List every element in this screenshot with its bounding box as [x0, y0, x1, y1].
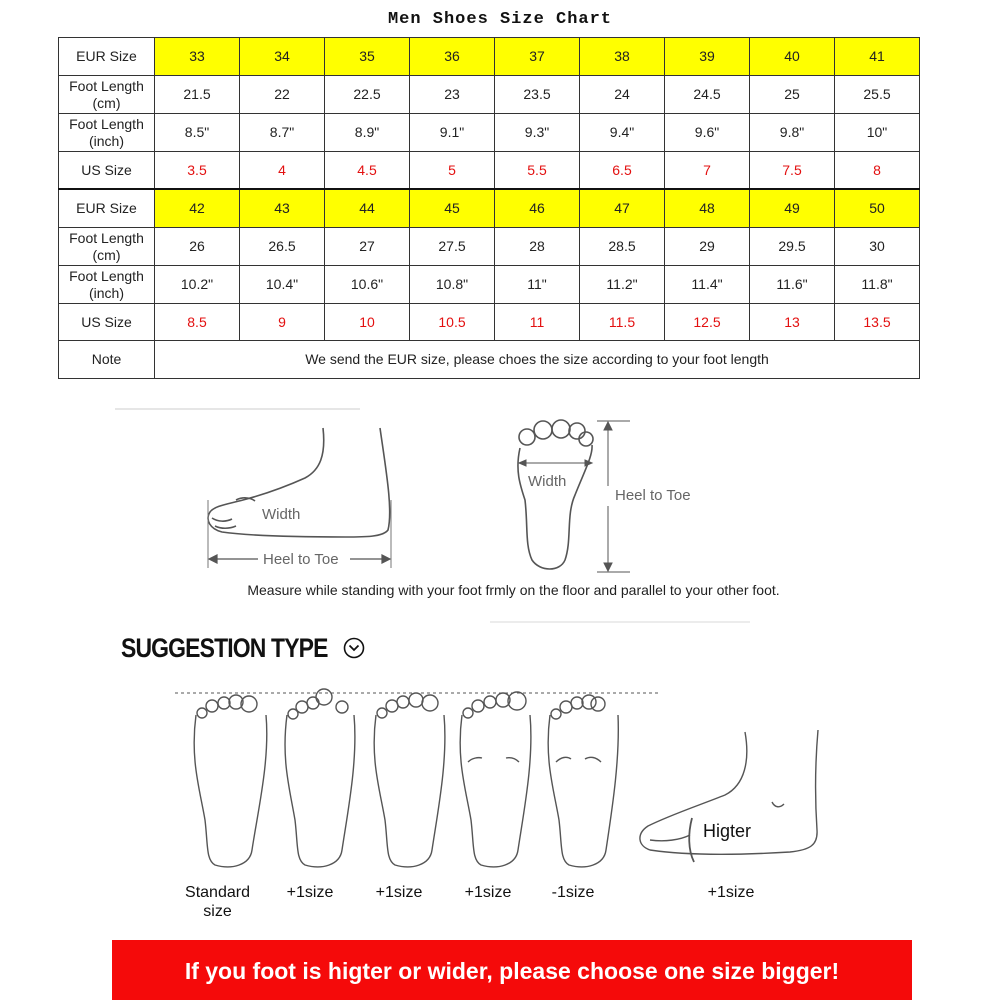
eur-cell: 46 — [495, 189, 580, 228]
eur-cell: 47 — [580, 189, 665, 228]
cm-cell: 27.5 — [410, 228, 495, 266]
cm-cell: 24.5 — [665, 76, 750, 114]
inch-cell: 10.4" — [240, 266, 325, 304]
us-cell: 4.5 — [325, 152, 410, 190]
note-text: We send the EUR size, please choes the size according to your foot length — [155, 341, 920, 379]
eur-cell: 43 — [240, 189, 325, 228]
eur-cell: 50 — [835, 189, 920, 228]
us-cell: 5 — [410, 152, 495, 190]
cm-cell: 30 — [835, 228, 920, 266]
side-length-label: Heel to Toe — [263, 551, 339, 568]
us-cell: 7 — [665, 152, 750, 190]
inch-cell: 9.3" — [495, 114, 580, 152]
us-cell: 11.5 — [580, 304, 665, 341]
eur-cell: 44 — [325, 189, 410, 228]
inch-cell: 9.8" — [750, 114, 835, 152]
cm-cell: 22.5 — [325, 76, 410, 114]
us-cell: 6.5 — [580, 152, 665, 190]
eur-cell: 34 — [240, 38, 325, 76]
inch-cell: 11.8" — [835, 266, 920, 304]
us-cell: 8 — [835, 152, 920, 190]
eur-cell: 36 — [410, 38, 495, 76]
eur-cell: 48 — [665, 189, 750, 228]
eur-cell: 42 — [155, 189, 240, 228]
us-cell: 7.5 — [750, 152, 835, 190]
eur-cell: 39 — [665, 38, 750, 76]
cm-cell: 28 — [495, 228, 580, 266]
cm-cell: 26.5 — [240, 228, 325, 266]
us-cell: 10.5 — [410, 304, 495, 341]
us-cell: 9 — [240, 304, 325, 341]
cm-cell: 21.5 — [155, 76, 240, 114]
caption-standard — [170, 883, 265, 921]
eur-cell: 40 — [750, 38, 835, 76]
label-line: (cm) — [92, 94, 121, 111]
eur-cell: 45 — [410, 189, 495, 228]
caption-line: Standard — [185, 884, 250, 901]
caption-minus1: -1size — [551, 884, 595, 901]
foot-wide-toe-icon — [374, 693, 445, 867]
foot-high-instep-icon — [640, 730, 818, 862]
row-label-eur: EUR Size — [59, 38, 155, 76]
label-line: (inch) — [88, 284, 124, 301]
inch-cell: 9.4" — [580, 114, 665, 152]
side-width-label: Width — [262, 506, 301, 523]
us-cell: 4 — [240, 152, 325, 190]
label-line: Foot Length — [69, 267, 144, 284]
caption-line: size — [203, 903, 232, 920]
eur-cell: 35 — [325, 38, 410, 76]
cm-cell: 28.5 — [580, 228, 665, 266]
inch-cell: 8.9" — [325, 114, 410, 152]
cm-cell: 29 — [665, 228, 750, 266]
higter-label: Higter — [703, 821, 752, 841]
inch-cell: 10.6" — [325, 266, 410, 304]
sole-foot-icon — [518, 420, 593, 569]
row-label-eur: EUR Size — [59, 189, 155, 228]
inch-cell: 10.2" — [155, 266, 240, 304]
foot-standard-icon — [194, 695, 267, 867]
sole-length-label: Heel to Toe — [615, 487, 691, 504]
foot-wide-icon — [460, 692, 531, 867]
inch-cell: 10.8" — [410, 266, 495, 304]
inch-cell: 11.6" — [750, 266, 835, 304]
cm-cell: 24 — [580, 76, 665, 114]
label-line: Foot Length — [69, 77, 144, 94]
label-line: (inch) — [88, 132, 124, 149]
us-cell: 3.5 — [155, 152, 240, 190]
us-cell: 13 — [750, 304, 835, 341]
us-cell: 8.5 — [155, 304, 240, 341]
suggestion-heading: SUGGESTION TYPE — [121, 633, 328, 663]
inch-cell: 9.1" — [410, 114, 495, 152]
sole-width-label: Width — [528, 473, 567, 490]
advice-text: If you foot is higter or wider, please choose one size bigger! — [184, 958, 840, 984]
cm-cell: 23 — [410, 76, 495, 114]
row-label-us: US Size — [59, 304, 155, 341]
cm-cell: 25.5 — [835, 76, 920, 114]
inch-cell: 11.2" — [580, 266, 665, 304]
note-label: Note — [59, 341, 155, 379]
caption-plus1-c: +1size — [464, 884, 512, 901]
eur-cell: 49 — [750, 189, 835, 228]
cm-cell: 26 — [155, 228, 240, 266]
cm-cell: 29.5 — [750, 228, 835, 266]
inch-cell: 11.4" — [665, 266, 750, 304]
label-line: Foot Length — [69, 229, 144, 246]
measure-instruction: Measure while standing with your foot frmly on the floor and parallel to your other foot. — [247, 582, 780, 598]
caption-plus1-d: +1size — [707, 884, 755, 901]
us-cell: 12.5 — [665, 304, 750, 341]
row-label-us: US Size — [59, 152, 155, 190]
eur-cell: 38 — [580, 38, 665, 76]
chevron-down-circle-icon — [343, 637, 365, 659]
inch-cell: 11" — [495, 266, 580, 304]
us-cell: 13.5 — [835, 304, 920, 341]
foot-bunion-icon — [285, 689, 355, 867]
cm-cell: 23.5 — [495, 76, 580, 114]
inch-cell: 9.6" — [665, 114, 750, 152]
caption-plus1-b: +1size — [375, 884, 423, 901]
cm-cell: 22 — [240, 76, 325, 114]
caption-plus1-a: +1size — [286, 884, 334, 901]
label-line: Foot Length — [69, 115, 144, 132]
inch-cell: 8.7" — [240, 114, 325, 152]
us-cell: 5.5 — [495, 152, 580, 190]
eur-cell: 37 — [495, 38, 580, 76]
cm-cell: 27 — [325, 228, 410, 266]
inch-cell: 10" — [835, 114, 920, 152]
us-cell: 11 — [495, 304, 580, 341]
eur-cell: 41 — [835, 38, 920, 76]
chart-title: Men Shoes Size Chart — [387, 10, 613, 29]
sole-width-arrow-icon — [519, 460, 592, 466]
foot-narrow-icon — [548, 695, 618, 867]
us-cell: 10 — [325, 304, 410, 341]
inch-cell: 8.5" — [155, 114, 240, 152]
cm-cell: 25 — [750, 76, 835, 114]
eur-cell: 33 — [155, 38, 240, 76]
advice-banner — [112, 940, 912, 1000]
label-line: (cm) — [92, 246, 121, 263]
